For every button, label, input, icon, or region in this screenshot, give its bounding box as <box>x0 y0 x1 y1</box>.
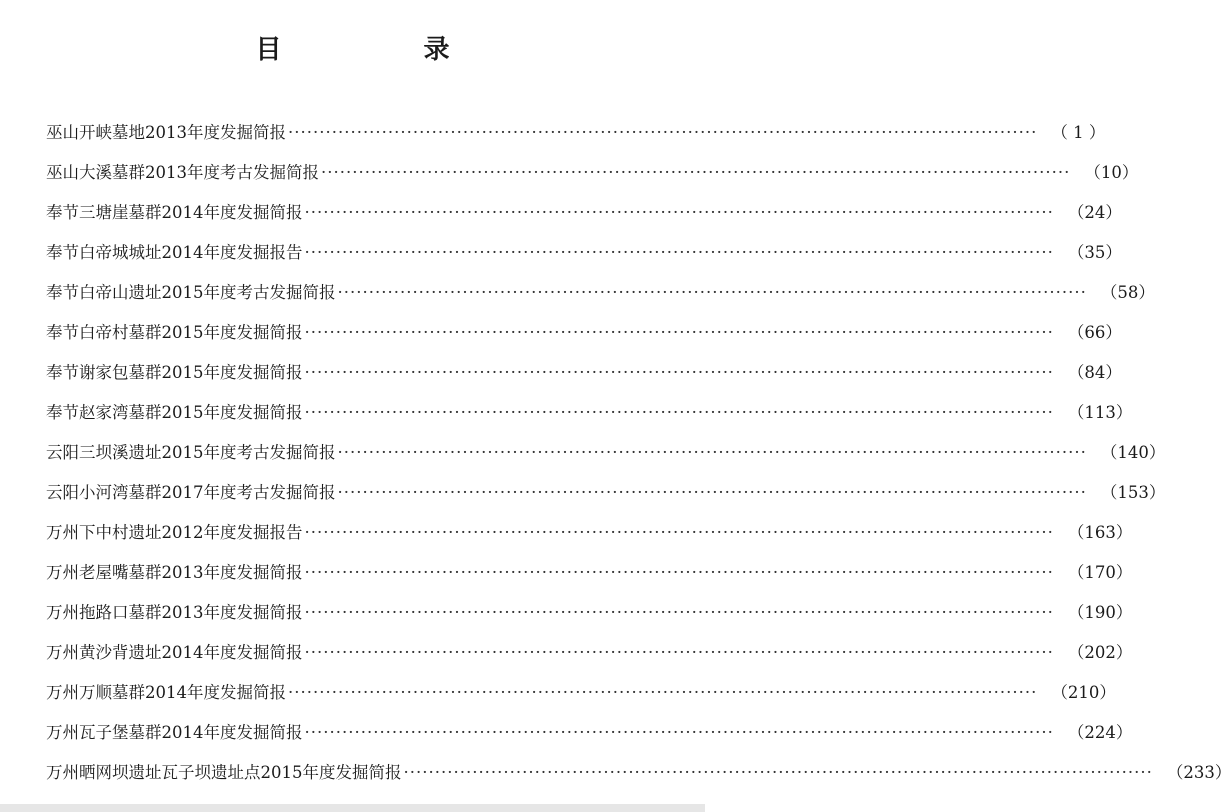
toc-entry-title: 奉节白帝村墓群2015年度发掘简报 <box>46 323 303 342</box>
page-bottom-edge <box>0 804 705 812</box>
toc-entry-title: 云阳小河湾墓群2017年度考古发掘简报 <box>46 483 336 502</box>
toc-entry-page: （140） <box>1100 443 1166 462</box>
dot-leader: ························································································································ <box>321 163 1071 182</box>
toc-entry-page: （190） <box>1067 603 1133 622</box>
toc-entry-title: 万州万顺墓群2014年度发掘简报 <box>46 683 286 702</box>
dot-leader: ························································································································ <box>304 723 1054 742</box>
toc-entry-title: 巫山大溪墓群2013年度考古发掘简报 <box>46 163 319 182</box>
dot-leader: ························································································································ <box>337 443 1087 462</box>
dot-leader: ························································································································ <box>304 363 1054 382</box>
toc-entry[interactable] <box>46 750 1231 790</box>
dot-leader: ························································································································ <box>288 683 1038 702</box>
dot-leader: ························································································································ <box>304 323 1054 342</box>
toc-entry[interactable] <box>46 710 1133 750</box>
toc-entry[interactable] <box>46 190 1122 230</box>
toc-entry-page: （35） <box>1067 243 1122 262</box>
toc-entry-page: （163） <box>1067 523 1133 542</box>
toc-entry-title: 万州老屋嘴墓群2013年度发掘简报 <box>46 563 303 582</box>
toc-entry[interactable] <box>46 550 1133 590</box>
toc-entry[interactable] <box>46 590 1133 630</box>
dot-leader: ························································································································ <box>304 243 1054 262</box>
toc-entry-page: （224） <box>1067 723 1133 742</box>
toc-entry-title: 奉节谢家包墓群2015年度发掘简报 <box>46 363 303 382</box>
toc-entry-title: 万州下中村遗址2012年度发掘报告 <box>46 523 303 542</box>
dot-leader: ························································································································ <box>337 483 1087 502</box>
toc-entry-page: （ 1 ） <box>1051 123 1106 142</box>
toc-entry[interactable] <box>46 310 1122 350</box>
toc-entry-page: （58） <box>1100 283 1155 302</box>
toc-entry[interactable] <box>46 350 1122 390</box>
toc-entry-page: （153） <box>1100 483 1166 502</box>
dot-leader: ························································································································ <box>304 203 1054 222</box>
toc-entry-page: （170） <box>1067 563 1133 582</box>
toc-entry-page: （24） <box>1067 203 1122 222</box>
dot-leader: ························································································································ <box>304 643 1054 662</box>
dot-leader: ························································································································ <box>337 283 1087 302</box>
toc-entry[interactable] <box>46 630 1133 670</box>
toc-entry-page: （210） <box>1051 683 1116 702</box>
toc-entry-page: （202） <box>1067 643 1133 662</box>
toc-entry[interactable] <box>46 670 1116 710</box>
toc-entry-page: （66） <box>1067 323 1122 342</box>
toc-entry-title: 奉节三塘崖墓群2014年度发掘简报 <box>46 203 303 222</box>
toc-entry[interactable] <box>46 110 1106 150</box>
dot-leader: ························································································································ <box>288 123 1038 142</box>
toc-entry[interactable] <box>46 270 1155 310</box>
toc-entry[interactable] <box>46 470 1166 510</box>
toc-entry[interactable] <box>46 390 1133 430</box>
toc-entry-title: 云阳三坝溪遗址2015年度考古发掘简报 <box>46 443 336 462</box>
toc-entry[interactable] <box>46 510 1133 550</box>
dot-leader: ························································································································ <box>304 603 1054 622</box>
toc-entry-page: （233） <box>1166 763 1231 782</box>
page-title: 目 录 <box>255 35 508 65</box>
toc-list <box>46 110 1231 790</box>
toc-entry-title: 万州晒网坝遗址瓦子坝遗址点2015年度发掘简报 <box>46 763 402 782</box>
toc-entry-title: 巫山开峡墓地2013年度发掘简报 <box>46 123 286 142</box>
toc-entry-title: 万州瓦子堡墓群2014年度发掘简报 <box>46 723 303 742</box>
toc-entry-title: 万州黄沙背遗址2014年度发掘简报 <box>46 643 303 662</box>
dot-leader: ························································································································ <box>304 563 1054 582</box>
toc-entry[interactable] <box>46 150 1139 190</box>
toc-entry-page: （10） <box>1084 163 1139 182</box>
dot-leader: ························································································································ <box>304 523 1054 542</box>
dot-leader: ························································································································ <box>403 763 1153 782</box>
toc-entry-page: （84） <box>1067 363 1122 382</box>
toc-entry-title: 奉节白帝城城址2014年度发掘报告 <box>46 243 303 262</box>
toc-entry-title: 奉节赵家湾墓群2015年度发掘简报 <box>46 403 303 422</box>
toc-entry-page: （113） <box>1067 403 1133 422</box>
toc-entry[interactable] <box>46 430 1166 470</box>
toc-entry-title: 万州拖路口墓群2013年度发掘简报 <box>46 603 303 622</box>
toc-entry-title: 奉节白帝山遗址2015年度考古发掘简报 <box>46 283 336 302</box>
toc-entry[interactable] <box>46 230 1122 270</box>
dot-leader: ························································································································ <box>304 403 1054 422</box>
